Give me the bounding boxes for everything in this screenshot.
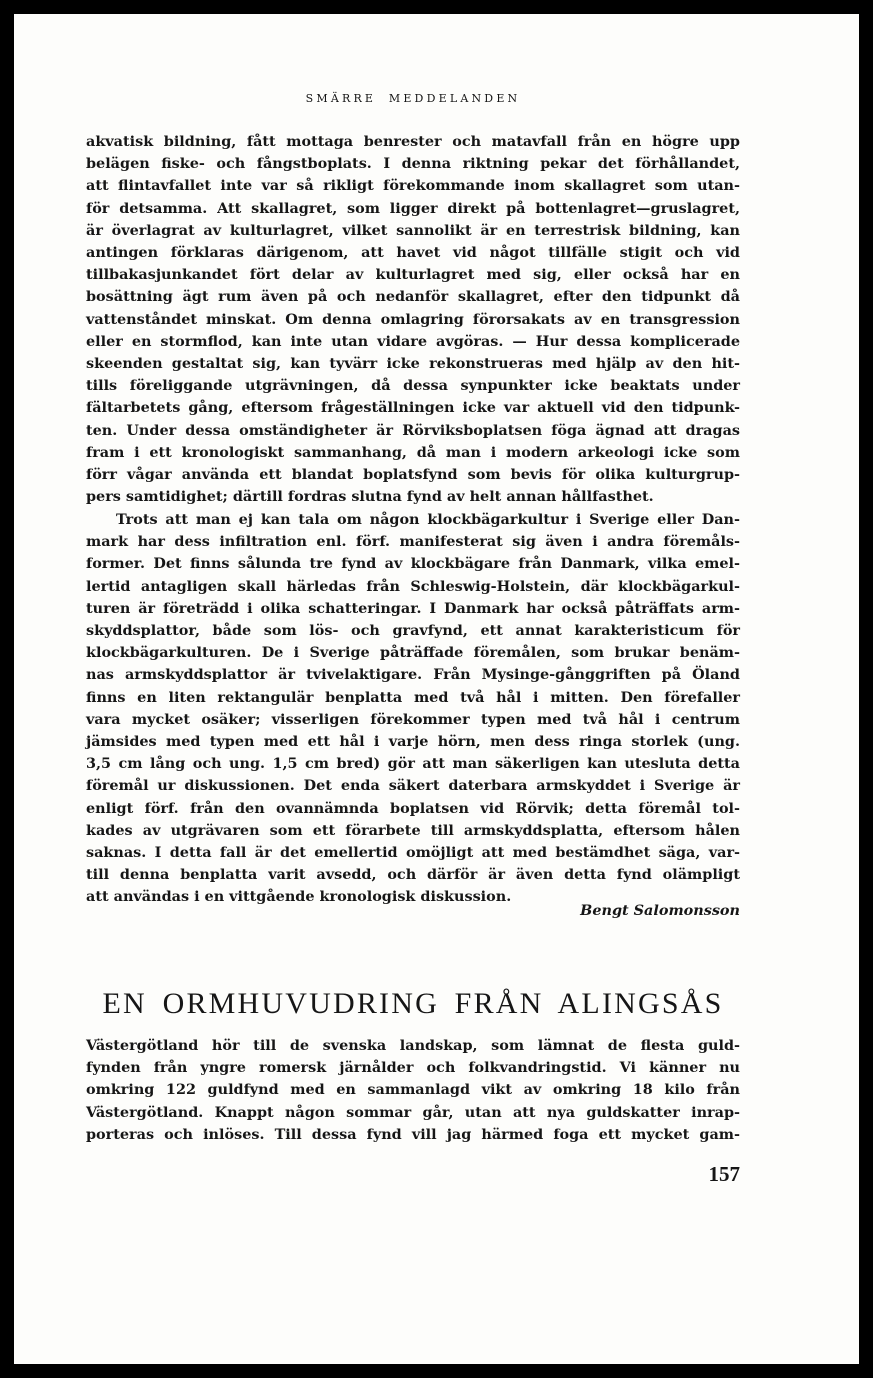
text-line: nas armskyddsplattor är tvivelaktigare. Från Mysinge-gånggriften på Öland <box>86 666 740 684</box>
text-line: fynden från yngre romersk järnålder och folkvandringstid. Vi känner nu <box>86 1059 740 1077</box>
author-signature: Bengt Salomonsson <box>580 902 740 919</box>
text-line: saknas. I detta fall är det emellertid omöjligt att med bestämdhet säga, var- <box>86 844 740 862</box>
text-line: för detsamma. Att skallagret, som ligger direkt på bottenlagret—gruslagret, <box>86 199 740 217</box>
text-line: finns en liten rektangulär benplatta med två hål i mitten. Den förefaller <box>86 688 740 706</box>
article-title: EN ORMHUVUDRING FRÅN ALINGSÅS <box>102 987 724 1020</box>
text-line: belägen fiske- och fångstboplats. I denna riktning pekar det förhållandet, <box>86 155 740 173</box>
text-line: bosättning ägt rum även på och nedanför skallagret, efter den tidpunkt då <box>86 288 740 306</box>
text-line: ten. Under dessa omständigheter är Rörviksboplatsen föga ägnad att dragas <box>86 421 740 439</box>
paragraph-2 <box>86 509 740 909</box>
text-line: turen är företrädd i olika schatteringar. I Danmark har också påträffats arm- <box>86 599 740 617</box>
book-page <box>14 14 859 1364</box>
text-line: Trots att man ej kan tala om någon klockbägarkultur i Sverige eller Dan- <box>116 511 740 528</box>
text-line: till denna benplatta varit avsedd, och därför är även detta fynd olämpligt <box>86 866 740 884</box>
text-line: fram i ett kronologiskt sammanhang, då man i modern arkeologi icke som <box>86 443 740 461</box>
running-head: SMÄRRE MEDDELANDEN <box>305 92 521 105</box>
text-line: omkring 122 guldfynd med en sammanlagd vikt av omkring 18 kilo från <box>86 1081 740 1099</box>
text-line: att användas i en vittgående kronologisk diskussion. <box>86 888 512 906</box>
text-line: tills föreliggande utgrävningen, då dessa synpunkter icke beaktats under <box>86 377 740 395</box>
text-line: kades av utgrävaren som ett förarbete till armskyddsplatta, eftersom hålen <box>86 821 740 839</box>
text-line: 3,5 cm lång och ung. 1,5 cm bred) gör att man säkerligen kan utesluta detta <box>86 755 740 773</box>
text-line: är överlagrat av kulturlagret, vilket sannolikt är en terrestrisk bildning, kan <box>86 221 740 239</box>
text-line: enligt förf. från den ovannämnda boplatsen vid Rörvik; detta föremål tol- <box>86 799 740 817</box>
text-line: Västergötland. Knappt någon sommar går, utan att nya guldskatter inrap- <box>86 1103 740 1121</box>
text-line: antingen förklaras därigenom, att havet vid något tillfälle stigit och vid <box>86 244 740 262</box>
text-line: porteras och inlöses. Till dessa fynd vill jag härmed foga ett mycket gam- <box>86 1125 740 1143</box>
text-line: skeenden gestaltat sig, kan tyvärr icke rekonstrueras med hjälp av den hit- <box>86 355 740 373</box>
text-line: att flintavfallet inte var så rikligt förekommande inom skallagret som utan- <box>86 177 740 195</box>
text-line: förr vågar använda ett blandat boplatsfynd som bevis för olika kulturgrup- <box>86 466 740 484</box>
text-line: jämsides med typen med ett hål i varje hörn, men dess ringa storlek (ung. <box>86 733 740 751</box>
text-line: vara mycket osäker; visserligen förekommer typen med två hål i centrum <box>86 710 740 728</box>
text-line: lertid antagligen skall härledas från Schleswig-Holstein, där klockbägarkul- <box>86 577 740 595</box>
text-line: pers samtidighet; därtill fordras slutna fynd av helt annan hållfasthet. <box>86 488 654 506</box>
text-line: fältarbetets gång, eftersom frågeställningen icke var aktuell vid den tidpunk- <box>86 399 740 417</box>
text-line: akvatisk bildning, fått mottaga benrester och matavfall från en högre upp <box>86 133 740 150</box>
text-line: klockbägarkulturen. De i Sverige påträffade föremålen, som brukar benäm- <box>86 644 740 662</box>
text-line: vattenståndet minskat. Om denna omlagring förorsakats av en transgression <box>86 310 740 328</box>
page-number: 157 <box>708 1162 740 1186</box>
paragraph-3 <box>86 1035 740 1146</box>
paragraph-1 <box>86 131 740 508</box>
text-line: tillbakasjunkandet fört delar av kulturlagret med sig, eller också har en <box>86 266 740 284</box>
text-line: eller en stormflod, kan inte utan vidare avgöras. — Hur dessa komplicerade <box>86 332 740 350</box>
text-line: föremål ur diskussionen. Det enda säkert daterbara armskyddet i Sverige är <box>86 777 740 795</box>
text-line: former. Det finns sålunda tre fynd av klockbägare från Danmark, vilka emel- <box>86 555 740 573</box>
text-line: mark har dess infiltration enl. förf. manifesterat sig även i andra föremåls- <box>86 533 740 551</box>
text-line: Västergötland hör till de svenska landskap, som lämnat de flesta guld- <box>86 1037 740 1054</box>
text-line: skyddsplattor, både som lös- och gravfynd, ett annat karakteristicum för <box>86 622 740 640</box>
